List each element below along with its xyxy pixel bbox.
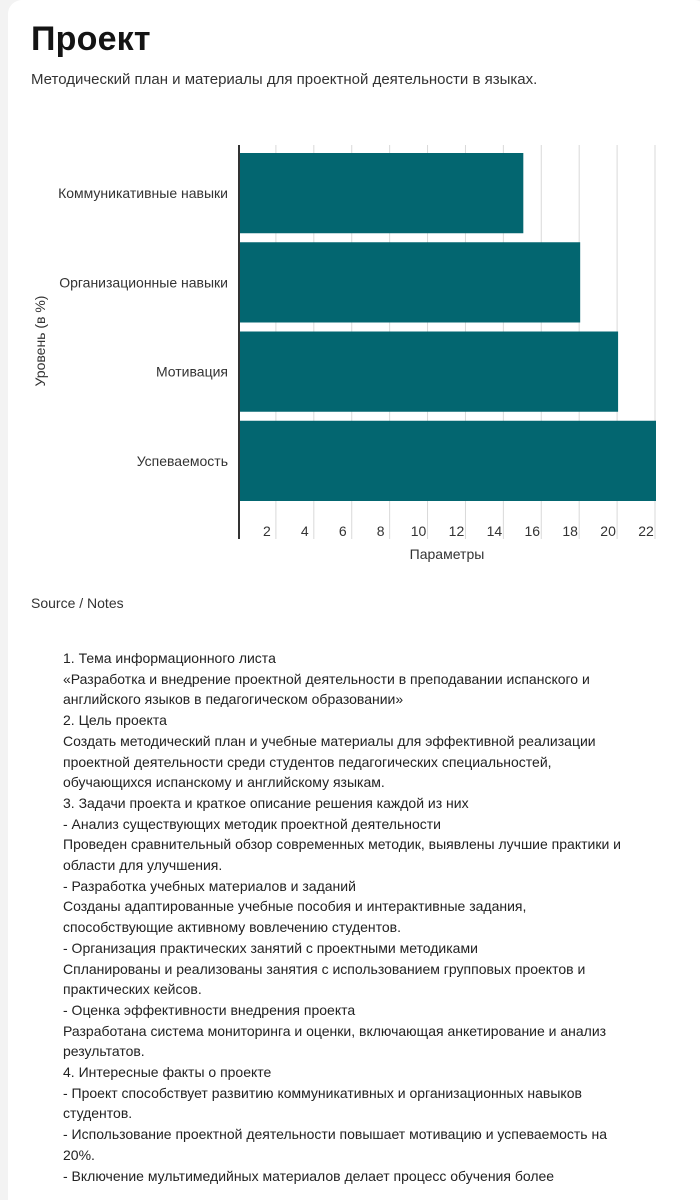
notes-line: - Организация практических занятий с проектными методиками [63, 939, 478, 956]
category-label: Организационные навыки [59, 274, 228, 291]
x-tick-label: 12 [448, 523, 465, 539]
bar-layer [240, 153, 656, 501]
notes-line: Спланированы и реализованы занятия с использованием групповых проектов и [63, 960, 586, 977]
category-label: Успеваемость [136, 452, 228, 469]
x-tick-label: 20 [600, 523, 616, 539]
bar-1 [240, 153, 523, 233]
bar-2 [240, 242, 580, 322]
x-tick-label: 18 [562, 523, 578, 539]
notes-line: 4. Интересные факты о проекте [63, 1064, 272, 1081]
notes-line: английского языков в педагогическом образовании» [63, 691, 404, 708]
notes-line: Проведен сравнительный обзор современных методик, выявлены лучшие практики и [63, 836, 621, 853]
notes-line: способствующие активному вовлечению студентов. [63, 919, 402, 936]
notes-line: - Оценка эффективности внедрения проекта [63, 1001, 356, 1018]
notes-line: Разработана система мониторинга и оценки, включающая анкетирование и анализ [63, 1022, 607, 1039]
notes-text [63, 648, 643, 1186]
notes-line: - Использование проектной деятельности повышает мотивацию и успеваемость на [63, 1126, 607, 1143]
notes-line: - Анализ существующих методик проектной деятельности [63, 815, 441, 832]
notes-line: Создать методический план и учебные материалы для эффективной реализации [63, 732, 596, 749]
source-notes-label: Source / Notes [31, 595, 124, 611]
notes-line: 2. Цель проекта [63, 712, 167, 729]
notes-line: - Разработка учебных материалов и заданий [63, 877, 356, 894]
x-tick-label: 8 [376, 523, 385, 539]
notes-line: области для улучшения. [63, 857, 223, 874]
notes-line: проектной деятельности среди студентов педагогических специальностей, [63, 753, 552, 770]
category-label: Мотивация [155, 363, 228, 380]
notes-line: Созданы адаптированные учебные пособия и интерактивные задания, [63, 898, 527, 915]
bar-3 [240, 332, 618, 412]
x-tick-label: 16 [524, 523, 541, 539]
notes-line: обучающихся испанскому и английскому языкам. [63, 774, 385, 791]
category-label: Коммуникативные навыки [58, 185, 228, 202]
x-tick-label: 22 [638, 523, 654, 539]
notes-line: - Проект способствует развитию коммуникативных и организационных навыков [63, 1084, 582, 1101]
notes-line: результатов. [63, 1043, 145, 1060]
x-tick-label: 6 [338, 523, 347, 539]
notes-line: - Включение мультимедийных материалов делает процесс обучения более [63, 1167, 555, 1184]
page-subtitle: Методический план и материалы для проектной деятельности в языках. [31, 71, 538, 88]
notes-line: студентов. [63, 1105, 133, 1122]
x-tick-label: 10 [410, 523, 427, 539]
notes-line: практических кейсов. [63, 981, 202, 998]
x-tick-label: 2 [263, 523, 271, 539]
bar-chart [0, 0, 700, 580]
notes-line: 3. Задачи проекта и краткое описание решения каждой из них [63, 794, 469, 811]
x-axis-title: Параметры [409, 546, 485, 562]
bar-4 [240, 421, 656, 501]
notes-line: 1. Тема информационного листа [63, 650, 276, 666]
y-axis-title: Уровень (в %) [32, 295, 48, 387]
notes-line: 20%. [63, 1146, 95, 1163]
page-title: Проект [31, 20, 151, 58]
notes-line: «Разработка и внедрение проектной деятельности в преподавании испанского и [63, 670, 590, 687]
x-tick-label: 14 [486, 523, 503, 539]
x-tick-label: 4 [300, 523, 309, 539]
